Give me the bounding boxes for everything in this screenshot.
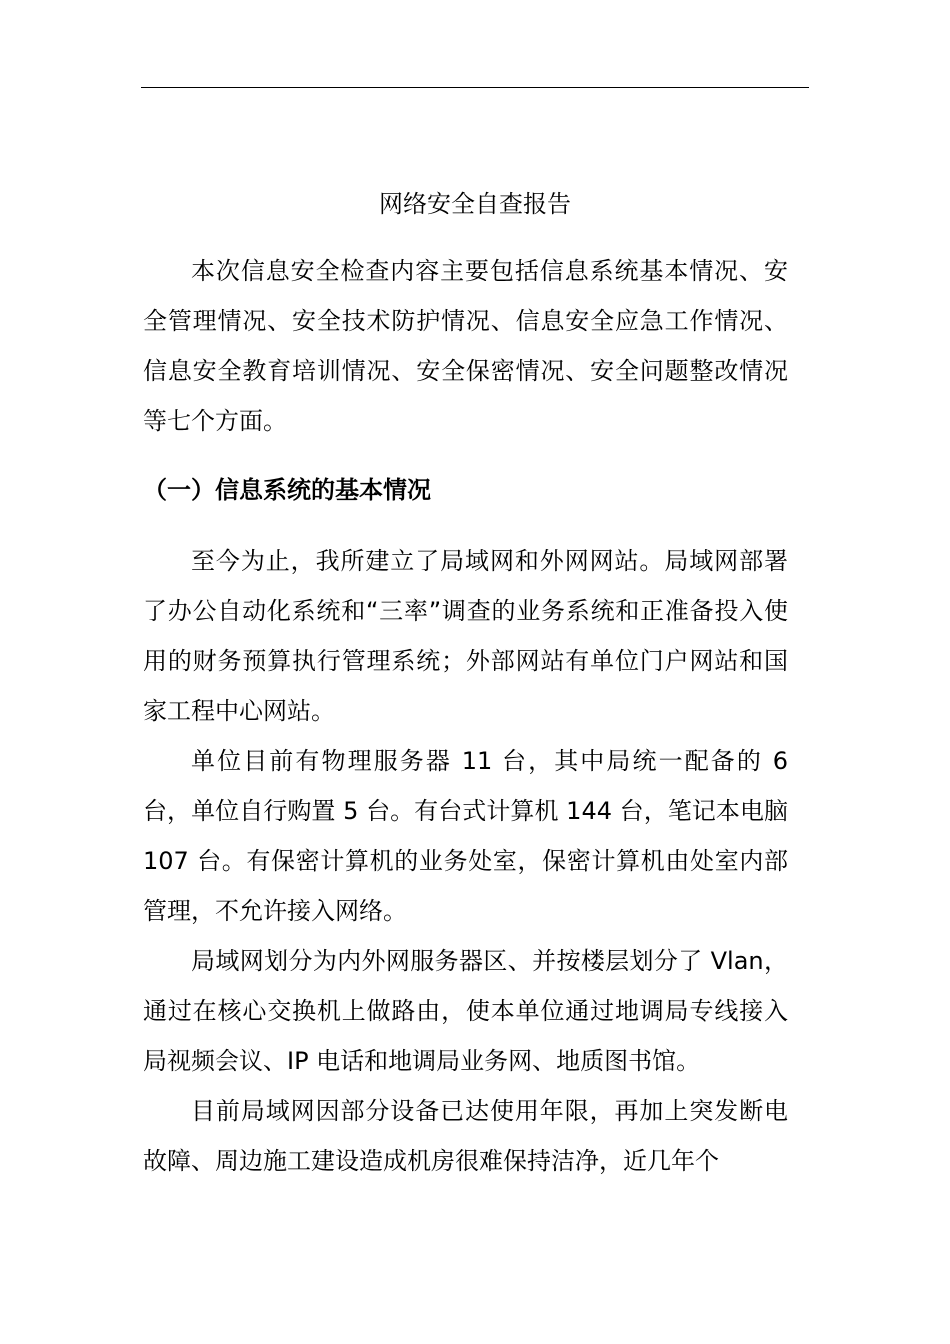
document-title xyxy=(0,188,950,220)
body-paragraph: 目前局域网因部分设备已达使用年限，再加上突发断电故障、周边施工建设造成机房很难保持洁净，近几年个 xyxy=(143,1097,788,1175)
section-body xyxy=(143,536,788,1186)
section-heading: （一）信息系统的基本情况 xyxy=(143,476,431,504)
body-paragraph: 单位目前有物理服务器 11 台，其中局统一配备的 6 台，单位自行购置 5 台。有台式计算机 144 台，笔记本电脑 107 台。有保密计算机的业务处室，保密计算机由处室内部管理，不允许接入网络。 xyxy=(143,747,788,925)
document-title-text: 网络安全自查报告 xyxy=(379,190,571,218)
body-paragraph: 局域网划分为内外网服务器区、并按楼层划分了 Vlan，通过在核心交换机上做路由，使本单位通过地调局专线接入局视频会议、IP 电话和地调局业务网、地质图书馆。 xyxy=(143,947,788,1075)
header-rule xyxy=(141,87,809,88)
body-paragraph: 至今为止，我所建立了局域网和外网网站。局域网部署了办公自动化系统和“三率”调查的业务系统和正准备投入使用的财务预算执行管理系统；外部网站有单位门户网站和国家工程中心网站。 xyxy=(143,547,788,725)
intro-paragraph: 本次信息安全检查内容主要包括信息系统基本情况、安全管理情况、安全技术防护情况、信息安全应急工作情况、信息安全教育培训情况、安全保密情况、安全问题整改情况等七个方面。 xyxy=(143,257,788,435)
intro-block xyxy=(143,246,788,446)
